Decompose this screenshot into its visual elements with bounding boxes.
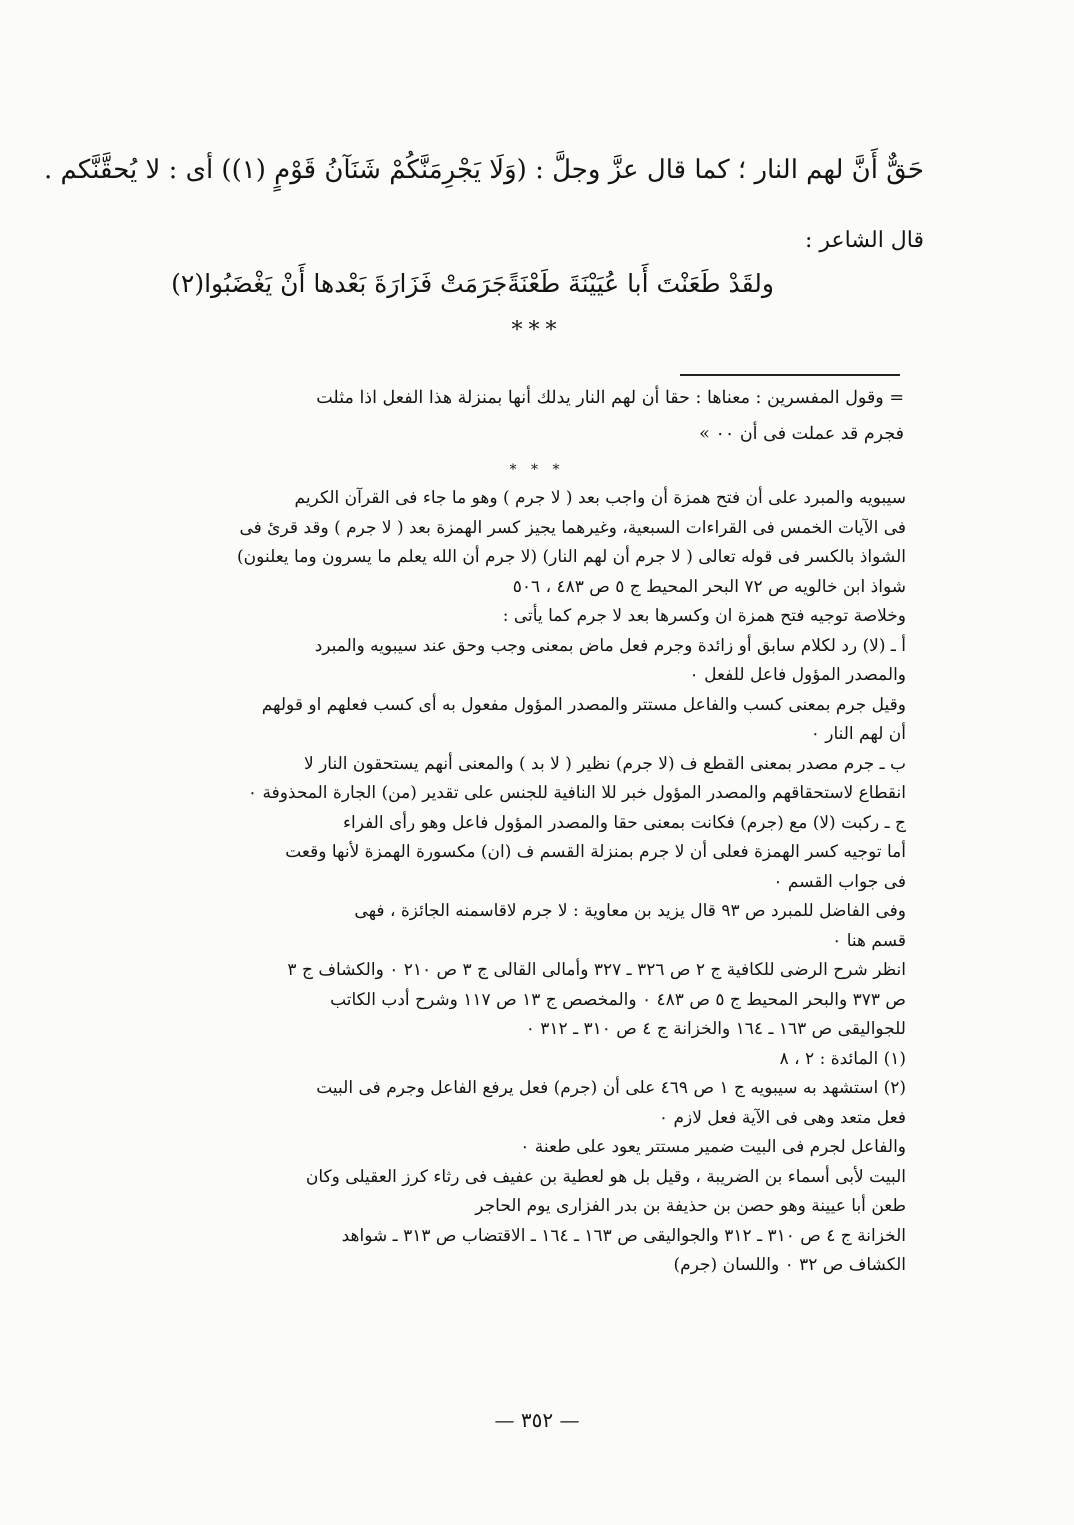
poet-intro: قال الشاعر : <box>804 228 924 253</box>
note-line: وقيل جرم بمعنى كسب والفاعل مستتر والمصدر المؤول مفعول به أى كسب فعلهم او قولهم <box>261 694 906 715</box>
note-line: (٢) استشهد به سيبويه ج ١ ص ٤٦٩ على أن (جرم) فعل يرفع الفاعل وجرم فى البيت <box>316 1078 906 1098</box>
note-line: ج ـ ركبت (لا) مع (جرم) فكانت بمعنى حقا والمصدر المؤول فاعل وهو رأى الفراء <box>342 812 906 833</box>
footnote-continuation <box>60 380 904 452</box>
note-line: فعل متعد وهى فى الآية فعل لازم ٠ <box>658 1107 906 1128</box>
note-line: وخلاصة توجيه فتح همزة ان وكسرها بعد لا جرم كما يأتى : <box>502 606 906 626</box>
note-line: فى الآيات الخمس فى القراءات السبعية، وغيرهما يجيز كسر الهمزة بعد ( لا جرم ) وقد قرئ فى <box>239 517 906 538</box>
footnote-divider <box>680 374 900 376</box>
note-line: أن لهم النار ٠ <box>810 724 906 744</box>
note-line: ص ٣٧٣ والبحر المحيط ج ٥ ص ٤٨٣ ٠ والمخصص ج ١٣ ص ١١٧ وشرح أدب الكاتب <box>330 989 906 1010</box>
note-line: قسم هنا ٠ <box>832 930 906 951</box>
main-text-line: حَقٌّ أَنَّ لهم النار ؛ كما قال عزَّ وجلَّ : (وَلَا يَجْرِمَنَّكُمْ شَنَآنُ قَوْمٍ (١)) أى : لا يُحقَّنَّكم . <box>44 155 924 185</box>
note-line: والمصدر المؤول فاعل للفعل ٠ <box>689 665 906 685</box>
note-line: ب ـ جرم مصدر بمعنى القطع ف (لا جرم) نظير ( لا بد ) والمعنى أنهم يستحقون النار لا <box>303 753 906 774</box>
note-line: انقطاع لاستحقاقهم والمصدر المؤول خبر للا النافية للجنس على تقدير (من) الجارة المحذوفة ٠ <box>247 783 906 803</box>
note-line: البيت لأبى أسماء بن الضريبة ، وقيل بل هو لعطية بن عفيف فى رثاء كرز العقيلى وكان <box>305 1166 906 1187</box>
note-line: الكشاف ص ٣٢ ٠ واللسان (جرم) <box>673 1255 906 1275</box>
note-line: أما توجيه كسر الهمزة فعلى أن لا جرم بمنزلة القسم ف (ان) مكسورة الهمزة لأنها وقعت <box>285 842 906 862</box>
note-line: سيبويه والمبرد على أن فتح همزة أن واجب بعد ( لا جرم ) وهو ما جاء فى القرآن الكريم <box>294 488 906 508</box>
note-line: أ ـ (لا) رد لكلام سابق أو زائدة وجرم فعل ماض بمعنى وجب وحق عند سيبويه والمبرد <box>314 635 906 656</box>
poetry-verse <box>171 265 774 303</box>
note-line: شواذ ابن خالويه ص ٧٢ البحر المحيط ج ٥ ص ٤٨٣ ، ٥٠٦ <box>512 576 906 597</box>
verse-first-hemistich: ولقَدْ طَعَنْتَ أَبا عُيَيْنَةَ طَعْنَةً <box>507 269 774 298</box>
footnote-line: = وقول المفسرين : معناها : حقا أن لهم النار يدلك أنها بمنزلة هذا الفعل اذا مثلت <box>316 388 904 408</box>
note-line: طعن أبا عيينة وهو حصن بن حذيفة بن بدر الفزارى يوم الحاجر <box>475 1196 906 1216</box>
notes-block <box>80 484 906 1281</box>
note-line: (١) المائدة : ٢ ، ٨ <box>779 1048 906 1069</box>
page-number: — ٣٥٢ — <box>494 1408 580 1432</box>
footnote-stars: * * * <box>509 462 565 478</box>
note-line: الخزانة ج ٤ ص ٣١٠ ـ ٣١٢ والجواليقى ص ١٦٣ ـ ١٦٤ ـ الاقتضاب ص ٣١٣ ـ شواهد <box>341 1225 906 1246</box>
note-line: للجواليقى ص ١٦٣ ـ ١٦٤ والخزانة ج ٤ ص ٣١٠ ـ ٣١٢ ٠ <box>525 1019 906 1039</box>
note-line: فى جواب القسم ٠ <box>773 871 906 892</box>
section-stars: *** <box>511 318 563 343</box>
note-line: انظر شرح الرضى للكافية ج ٢ ص ٣٢٦ ـ ٣٢٧ وأمالى القالى ج ٣ ص ٢١٠ ٠ والكشاف ج ٣ <box>287 960 906 980</box>
note-line: وفى الفاضل للمبرد ص ٩٣ قال يزيد بن معاوية : لا جرم لاقاسمنه الجائزة ، فهى <box>354 901 906 921</box>
verse-second-hemistich: جَرَمَتْ فَزَارَةَ بَعْدها أَنْ يَغْضَبُوا(٢) <box>171 269 508 298</box>
note-line: الشواذ بالكسر فى قوله تعالى ( لا جرم أن لهم النار) (لا جرم أن الله يعلم ما يسرون وما يعلنون) <box>237 547 906 567</box>
footnote-line: فجرم قد عملت فى أن ٠٠ » <box>699 424 904 444</box>
note-line: والفاعل لجرم فى البيت ضمير مستتر يعود على طعنة ٠ <box>520 1137 906 1157</box>
